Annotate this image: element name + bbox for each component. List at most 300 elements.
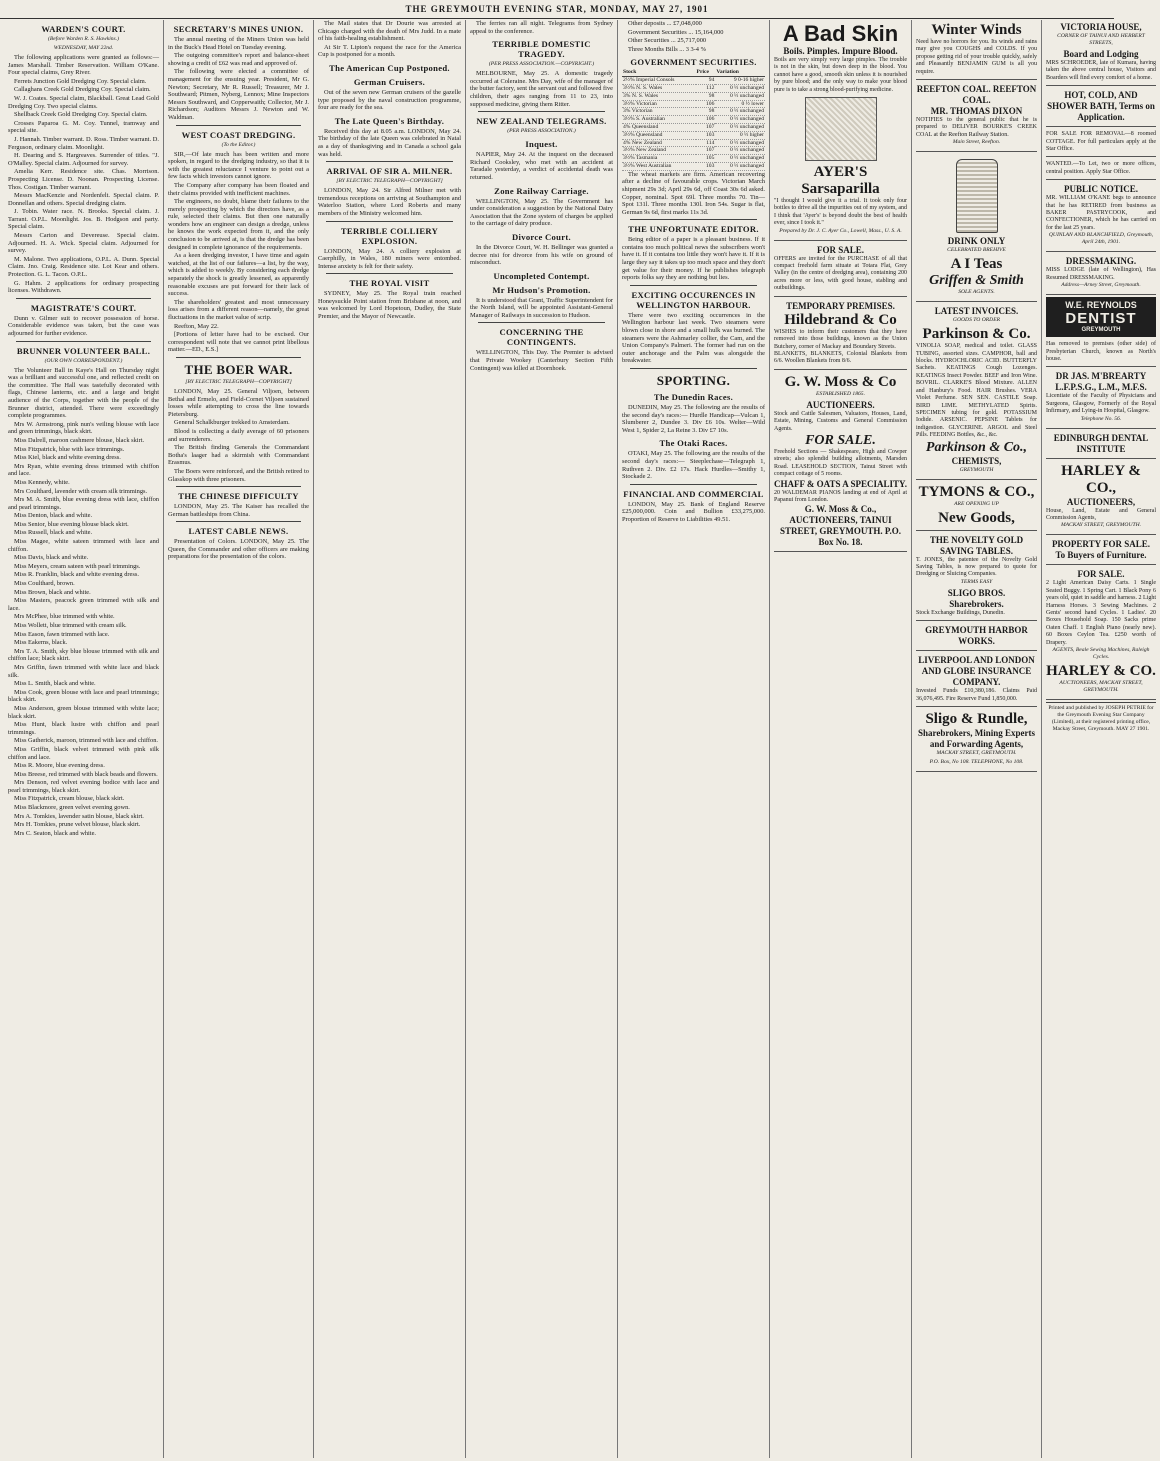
- table-cell: 3½% Tasmania: [622, 155, 696, 163]
- divorce-text: In the Divorce Court, W. H. Bellinger was granted a decree nisi for divorce from his wife on ground of misconduct.: [470, 243, 613, 267]
- table-cell: 0 ½ unchanged: [715, 139, 765, 147]
- cruisers-heading: German Cruisers.: [353, 76, 426, 87]
- opening-up: ARE OPENING UP: [954, 500, 999, 507]
- boer-war-sub: [BY ELECTRIC TELEGRAPH—COPYRIGHT]: [185, 378, 292, 385]
- harley-title-2: HARLEY & CO.: [1046, 663, 1156, 679]
- column-6: [770, 20, 912, 1458]
- paragraph: The shareholders' greatest and most unnecessary loss arises from a different reason—namely, the great fluctuations in the market value of scrip.: [168, 298, 309, 321]
- column-7: [912, 20, 1042, 1458]
- bad-skin-ad: [774, 20, 907, 241]
- miners-union-text: [168, 36, 309, 122]
- tragedy-sub: (PER PRESS ASSOCIATION.—COPYRIGHT.): [488, 61, 595, 68]
- dress-entry: Miss Coulthard, brown.: [14, 580, 75, 588]
- dentist-location: GREYMOUTH: [1081, 327, 1121, 334]
- divider: [176, 125, 301, 126]
- bad-skin-tagline: Boils. Pimples. Impure Blood.: [783, 46, 898, 56]
- public-notice-title: PUBLIC NOTICE.: [1063, 184, 1138, 195]
- ball-dresses-list: [8, 421, 159, 838]
- greymouth-label: GREYMOUTH: [959, 466, 994, 473]
- nz-telegrams-sub: (PER PRESS ASSOCIATION.): [507, 128, 576, 135]
- securities-heading: GOVERNMENT SECURITIES.: [630, 57, 757, 68]
- paragraph: SIR,—Of late much has been written and more spoken, in regard to the dredging industry, so that it is with the greatest reluctance I venture to point out a few facts which investors cannot ignore.: [168, 150, 309, 181]
- liverpool-title: LIVERPOOL AND LONDON AND GLOBE INSURANCE COMPANY.: [918, 655, 1035, 688]
- dressmaking-ad: [1046, 254, 1156, 295]
- divider: [176, 486, 301, 487]
- masthead: THE GREYMOUTH EVENING STAR, MONDAY, MAY 27, 1901: [0, 0, 1114, 19]
- tea-ad: [916, 154, 1037, 302]
- divorce-heading: Divorce Court.: [512, 231, 571, 242]
- harbour-text: There were two exciting occurrences in the Wellington harbour last week. Two steamers were blown close in shore and a small hulk was burned. The steamers were the Ashmarley collier, the Cam, and the Union Company's Palmeri. The former had run on the outer anchorage and the Palm was alongside the breakwater.: [622, 311, 765, 365]
- chemists: CHEMISTS,: [951, 455, 1002, 466]
- paragraph: The following were elected a committee of management for the ensuing year. President, Mr G. Newton; Secretary, Mr R. Russell; Treasurer, Mr J. Southward; Pitmen, Nyberg, Lennox; Mine Inspectors Messrs Southward, and Copperwaith; Collector, Mr J. Richardson; Auditors Messrs J. Newton and W. Waldman.: [168, 68, 309, 121]
- portrait-engraving-icon: [805, 97, 877, 161]
- contingents-heading: CONCERNING THE CONTINGENTS.: [499, 327, 584, 348]
- dress-entry: Mrs H. Tomkies, prune velvet blouse, black skirt.: [14, 821, 141, 829]
- dixon-ad: [916, 82, 1037, 152]
- table-row: [622, 139, 765, 147]
- dredging-sub: (To the Editor.): [221, 141, 256, 148]
- paragraph: The Boers were reinforced, and the British retired to Glasskop with three prisoners.: [168, 467, 309, 483]
- lodge-address: Address—Arney Street, Greymouth.: [1061, 282, 1141, 289]
- moss-auctioneers: AUCTIONEERS.: [806, 399, 875, 410]
- dress-entry: Mrs Ryan, white evening dress trimmed with chiffon and lace.: [8, 462, 159, 478]
- bank-line: Other deposits ... £7,048,000: [628, 20, 702, 27]
- divider: [478, 111, 605, 112]
- table-cell: 3½% West Australian: [622, 162, 696, 170]
- queen-text: Received this day at 8.05 a.m. LONDON, May 24. The birthday of the late Queen was celebrated in Natal as a day of thanksgiving and in Canada a school gala was held.: [318, 127, 461, 158]
- table-cell: 3½% S. Australian: [622, 116, 696, 124]
- mcbrearty-text: Licentiate of the Faculty of Physicians and Surgeons, Glasgow, Formerly of the Royal Infirmary, and Lying-in Hospital, Glasgow.: [1046, 393, 1156, 415]
- otaki-races-heading: The Otaki Races.: [659, 438, 728, 449]
- divider: [176, 521, 301, 522]
- tymons-title: TYMONS & CO.,: [918, 483, 1035, 500]
- dress-entry: Mrs Denson, red velvet evening bodice with lace and pearl trimmings, black skirt.: [8, 779, 159, 794]
- table-header-cell: Variation: [715, 69, 765, 76]
- paragraph: As a keen dredging investor, I have time and again watched, at the list of our failures—a list, by the way, which is added to weekly. By considering each dredge separately the shock is greatly lessened, as apparently reasonable excuses are put forward for their lack of success.: [168, 252, 309, 298]
- table-cell: 105: [696, 155, 716, 163]
- sligo-rundle-ad: [916, 709, 1037, 772]
- table-cell: 4% New Zealand: [622, 139, 696, 147]
- dunedin-races-heading: The Dunedin Races.: [653, 392, 734, 403]
- novelty-title: THE NOVELTY GOLD SAVING TABLES.: [929, 534, 1024, 556]
- removal-ad: [1046, 129, 1156, 157]
- dress-entry: Mrs Griffin, fawn trimmed with white lace and black silk.: [8, 663, 159, 679]
- zone-heading: Zone Railway Carriage.: [494, 185, 589, 196]
- column-1: [4, 20, 164, 1458]
- table-row: [622, 100, 765, 108]
- dress-entry: Miss Fitzpatrick, cream blouse, black skirt.: [14, 795, 125, 803]
- wardens-court-item: Crosses Paparoa G. M. Coy. Tunnel, tramway and special site.: [8, 119, 159, 135]
- col3-lead: [318, 20, 461, 59]
- agents-text: AGENTS, Beale Sewing Machines, Raleigh Cycles.: [1052, 647, 1150, 660]
- dress-entry: Miss Cook, green blouse with lace and pearl trimmings; black skirt.: [8, 688, 159, 704]
- markets-text: The wheat markets are firm. American recovering after a decline of favourable crops. Victorian March shipment 29s 3d; April 29s 6d, off Coast 30s 6d asked. Copper, nominal. Spot 69l. Three months 70. Tin—Spot 131l. Three months 130l. Iron 54s. Sugar is flat, German 9s 6d, first marks 11s 3d.: [622, 170, 765, 216]
- milner-text: LONDON, May 24. Sir Alfred Milner met with tremendous receptions on arriving at Southampton and Waterloo Station, where Lord Roberts and many members of the Ministry welcomed him.: [318, 187, 461, 217]
- bad-skin-title: A Bad Skin: [782, 21, 899, 46]
- dress-entry: Miss Magee, white sateen trimmed with lace and chiffon.: [8, 538, 159, 553]
- finance-text: LONDON, May 25. Bank of England Reserve £25,000,000. Coin and Bullion £33,275,000. Proportion of Reserve to Liabilities 49.51.: [622, 500, 765, 523]
- table-cell: 112: [696, 84, 716, 92]
- brunner-ball-heading: BRUNNER VOLUNTEER BALL.: [16, 345, 151, 356]
- victoria-sub: CORNER OF TAINUI AND HERBERT STREETS,: [1057, 33, 1145, 46]
- boer-war-heading: THE BOER WAR.: [184, 361, 293, 377]
- wardens-court-item: Amelia Kerr. Residence site. Chas. Morrison. Prospecting License. D. Noonan. Prospecting License. Thos. Costigan. Timber warrant.: [8, 168, 159, 191]
- new-goods: New Goods,: [938, 509, 1015, 526]
- dress-entry: Miss Russell, black and white.: [14, 529, 93, 537]
- moss-sale-title: FOR SALE.: [805, 432, 876, 448]
- dress-entry: Mrs T. A. Smith, sky blue blouse trimmed with silk and chiffon lace; black skirt.: [8, 647, 159, 663]
- table-cell: 9 0-16 higher: [715, 77, 765, 85]
- paragraph: [Portions of letter have had to be excised. Our correspondent will note that we cannot print libellous matter.—ED., E.S.]: [168, 331, 309, 354]
- drug-list: VINOLIA SOAP, medical and toilet. GLASS TUBING, assorted sizes. CAMPHOR, ball and blocks. HYDROCHLORIC ACID. BUTTERFLY Sachets. KEATINGS Cough Lozenges. KEATINGS Insect Powder. BEEF and Iron Wine. BOVRIL. CLARKE'S Blood Mixture. ALLEN and Hanbury's Food. HAIR Brushes. VERA Violet Perfume. SEN SEN. CASTILE Soap. BIRD LIME. METHYLATED Spirits. SPECIMEN tubing for gold. POTASSIUM Iodide. ARSENIC. PEPSINE Tablets for indigestion. GLYCERINE. ARGOL and Steel Pills. FEEDING Bottles, &c., &c.: [916, 343, 1037, 439]
- bank-lines: [622, 20, 765, 53]
- table-cell: 0 ½ higher: [715, 131, 765, 139]
- divider: [630, 285, 757, 286]
- dress-entry: Mrs A. Tomkies, lavender satin blouse, black skirt.: [14, 812, 144, 820]
- novelty-ad: [916, 533, 1037, 622]
- wardens-court-item: Ferrets Junction Gold Dredging Coy. Special claim.: [14, 77, 147, 85]
- removal-text: FOR SALE FOR REMOVAL—8 roomed COTTAGE. For full particulars apply at the Star Office.: [1046, 131, 1156, 153]
- bank-line: Three Months Bills ... 3 3-4 %: [628, 45, 706, 53]
- quinlan-text: QUINLAN AND BLANCHFIELD, Greymouth, April 24th, 1901.: [1048, 232, 1154, 246]
- editor-heading: THE UNFORTUNATE EDITOR.: [628, 224, 759, 235]
- harbor-works-ad: [916, 623, 1037, 651]
- table-cell: 98: [696, 92, 716, 100]
- dress-entry: Miss L. Smith, black and white.: [14, 680, 96, 688]
- winter-winds-title: Winter Winds: [931, 22, 1022, 38]
- milner-sub: [BY ELECTRIC TELEGRAPH—COPYRIGHT]: [336, 178, 443, 185]
- dress-entry: Miss Brown, black and white.: [14, 588, 91, 596]
- mcbrearty-telephone: Telephone No. 56.: [1080, 415, 1122, 422]
- chaff-title: CHAFF & OATS A SPECIALITY.: [774, 478, 907, 489]
- imprint: Printed and published by JOSEPH PETRIE for the Greymouth Evening Star Company (Limited), at their registered printing office, Mackay Street, Greymouth. MAY 27 1901.: [1046, 702, 1156, 733]
- paragraph: The annual meeting of the Miners Union was held in the Buck's Head Hotel on Tuesday evening.: [168, 36, 309, 51]
- farm-sale-text: OFFERS are invited for the PURCHASE of all that compact freehold farm situate at Totara Flat, Grey Valley (in the centre of dredging area), containing 200 acres more or less, with good house, stabling and outbuildings.: [774, 255, 907, 292]
- table-cell: 0 ½ unchanged: [715, 108, 765, 116]
- colliery-text: LONDON, May 24. A colliery explosion at Caerphilly, in Wales, 180 miners were entombed. Intense anxiety is felt for their safety.: [318, 247, 461, 270]
- sligo-bros: SLIGO BROS.: [947, 587, 1006, 598]
- novelty-text: T. JONES, the patentee of the Novelty Gold Saving Tables, is now prepared to quote for Dredging or Sluicing Companies.: [916, 556, 1037, 578]
- table-row: [622, 77, 765, 85]
- table-cell: 98: [696, 108, 716, 116]
- table-row: [622, 108, 765, 116]
- dressmaking-title: DRESSMAKING.: [1065, 256, 1137, 267]
- col4-lead: [470, 20, 613, 35]
- hildebrand-text: WISHES to inform their customers that they have removed into those buildings, known as the Union Butchery, corner of Mackay and Boundary Streets.: [774, 328, 907, 350]
- brunner-ball-text: The Volunteer Ball in Kaye's Hall on Thursday night was a brilliant and successful one, and reflected credit on the committee. The Hall was tastefully decorated with flags, Chinese lanterns, etc. and a large and bright audience of the Corps, together with the people of the Brunner district, attended. There were exceedingly complete programmes.: [8, 366, 159, 420]
- wanted-text: WANTED.—To Let, two or more offices, central position. Apply Star Office.: [1046, 161, 1156, 175]
- for-sale-list: 2 Light American Daisy Carts. 1 Single Seated Buggy. 1 Spring Cart. 1 Black Pony 6 years old, quiet in saddle and harness. 2 Light Harness Horses. 3 Sewing Machines. 2 Gents' second hand Cycles. 1 Ladies'. 20 Boxes Household Soap. 150 Sacks prime Oaten Chaff. 1 English Piano (nearly new). 60 Boxes Ceylon Tea. £250 worth of Drapery.: [1046, 580, 1156, 646]
- dress-entry: Miss Breese, red trimmed with black beads and flowers.: [14, 770, 158, 778]
- table-cell: 0 ½ unchanged: [715, 147, 765, 155]
- contingents-text: WELLINGTON, This Day. The Premier is advised that Private Wookey (Canterbury Section Fifth Contingent) was killed at Doornhoek.: [470, 349, 613, 372]
- wardens-court-items: [8, 54, 159, 295]
- moss-sale-text: Freehold Sections — Shakespeare, High and Cowper streets; also splendid building allotments, Marsden Road. LEASEHOLD SECTION, Tainui Street with compact cottage of 5 rooms.: [774, 448, 907, 478]
- cable-text: Presentation of Colors. LONDON, May 25. The Queen, the Commander and other officers are making preparations for the presentation of the colors.: [168, 538, 309, 561]
- parkinson-title: Parkinson & Co.: [922, 326, 1031, 343]
- victoria-title: VICTORIA HOUSE,: [1060, 22, 1142, 32]
- table-cell: 4% Queensland: [622, 123, 696, 131]
- queen-heading: The Late Queen's Birthday.: [334, 115, 445, 126]
- table-cell: 106: [696, 100, 716, 108]
- dress-entry: Miss Davis, black and white.: [14, 554, 89, 562]
- sligo-rundle-title: Sligo & Rundle,: [925, 710, 1028, 727]
- otaki-races-text: OTAKI, May 25. The following are the results of the second day's races:— Steeplechase—Telegraph 1, Ruthven 2. Div. £2 17s. Hack Hurdles—Smithy 1, Stockade 2.: [622, 450, 765, 481]
- finance-heading: FINANCIAL AND COMMERCIAL: [623, 488, 764, 499]
- harley-address: MACKAY STREET, GREYMOUTH.: [1060, 522, 1142, 529]
- drink-only: DRINK ONLY: [947, 236, 1006, 247]
- dress-entry: Miss Masters, peacock green trimmed with silk and lace.: [8, 597, 159, 612]
- divider: [630, 219, 757, 220]
- wardens-court-date: WEDNESDAY, MAY 22nd.: [53, 45, 114, 51]
- table-row: [622, 162, 765, 170]
- wardens-court-item: J. Hannah. Timber warrant. D. Ross. Timber warrant. D. Ferguson, ordinary claim. Moonlight.: [8, 135, 159, 151]
- paragraph: General Schalkburger trekked to Amsterdam.: [174, 419, 290, 427]
- ayers-prep: Prepared by Dr. J. C. Ayer Co., Lowell, Mass., U. S. A.: [779, 227, 902, 234]
- brehive: CELEBRATED BREHIVE: [947, 247, 1006, 254]
- bad-skin-text: Boils are very simply very large pimples. The trouble is not in the skin, but down deep in the blood. You cannot have a good, smooth skin unless it is nourished by pure blood; and the only way to make your blood pure is to take a strong blood-purifying medicine.: [774, 57, 907, 93]
- dress-entry: Miss Blackmore, green velvet evening gown.: [14, 804, 130, 812]
- divider: [478, 322, 605, 323]
- divider: [16, 298, 151, 299]
- dentist-banner: [1046, 297, 1156, 337]
- parkinson-ad: [916, 304, 1037, 479]
- board-lodging: Board and Lodging: [1063, 49, 1139, 59]
- dress-entry: Miss Denton, black and white.: [14, 512, 93, 520]
- table-cell: 3% N. S. Wales: [622, 92, 696, 100]
- royal-visit-text: SYDNEY, May 25. The Royal train reached Honeysuckle Point station from Brisbane at noon, and was welcomed by Lord Hopetoun, Dudley, the State Premier, and the Mayor of Newcastle.: [318, 290, 461, 321]
- hudson-text: It is understood that Grant, Traffic Superintendent for the North Island, will be appointed Assistant-General Manager of Railways in succession to Hudson.: [470, 296, 613, 319]
- dress-entry: Miss Gatherick, maroon, trimmed with lace and chiffon.: [14, 737, 158, 745]
- wardens-court-item: Shellback Creek Gold Dredging Coy. Special claim.: [14, 111, 148, 119]
- table-header-cell: Price: [696, 69, 716, 76]
- reefton-coal: REEFTON COAL. REEFTON COAL.: [916, 84, 1037, 106]
- dress-entry: Miss Eason, fawn trimmed with lace.: [14, 630, 110, 638]
- mcbrearty-ad: [1046, 369, 1156, 428]
- table-row: [622, 131, 765, 139]
- dress-entry: Mrs Coulthard, lavender with cream silk trimmings.: [14, 487, 148, 495]
- column-8: [1042, 20, 1160, 1458]
- royal-visit-heading: THE ROYAL VISIT: [349, 278, 430, 289]
- sligo-rundle-box: P.O. Box, No 108. TELEPHONE, No 108.: [929, 758, 1024, 765]
- column-4: [466, 20, 618, 1458]
- inquest-text: NAPIER, May 24. At the inquest on the deceased Richard Cooksley, who met with an accident at Taradale yesterday, a verdict of accidental death was returned.: [470, 151, 613, 181]
- newspaper-columns: [4, 20, 1156, 1458]
- hildebrand-ad: [774, 299, 907, 370]
- table-cell: 107: [696, 147, 716, 155]
- paragraph: The engineers, no doubt, blame their failures to the merely prospecting by which the directors have, as a rule, selected their claims. But then one naturally wonders how an engineer can design a dredge, unless he knows the work expected from it, and the only conclusion to be arrived at, is that the dredge has been designed in complete ignorance of the requirements.: [168, 198, 309, 251]
- table-cell: 0 ½ unchanged: [715, 155, 765, 163]
- sligo-rundle-sub: Sharebrokers, Mining Experts and Forwarding Agents,: [918, 727, 1035, 749]
- dress-entry: Miss Griffin, black velvet trimmed with pink silk chiffon and lace.: [8, 745, 159, 761]
- contempt-heading: Uncompleted Contempt.: [493, 270, 590, 281]
- harley-sub-2: AUCTIONEERS, MACKAY STREET, GREYMOUTH.: [1059, 680, 1143, 693]
- table-cell: 0 ½ unchanged: [715, 116, 765, 124]
- magistrates-court-heading: MAGISTRATE'S COURT.: [30, 302, 137, 313]
- table-cell: 94: [696, 77, 716, 85]
- dress-entry: Miss Hunt, black lustre with chiffon and pearl trimmings.: [8, 721, 159, 736]
- bank-line: Other Securities ... 25,717,000: [628, 37, 707, 45]
- dredging-text: [168, 151, 309, 354]
- dredging-heading: WEST COAST DREDGING.: [181, 129, 296, 140]
- table-cell: 0 ½ lower: [715, 100, 765, 108]
- terms-easy: TERMS EASY: [960, 578, 993, 585]
- edinburgh-title: EDINBURGH DENTAL INSTITUTE: [1053, 432, 1149, 454]
- magistrates-court-text: Dunn v. Gilmer suit to recover possession of horse. Considerable evidence was taken, but the case was adjourned for further evidence.: [8, 314, 159, 337]
- furniture-title: To Buyers of Furniture.: [1055, 550, 1147, 561]
- dress-entry: Miss Dalrell, maroon cashmere blouse, black skirt.: [14, 436, 145, 444]
- table-row: [622, 147, 765, 155]
- column-5: [618, 20, 770, 1458]
- dress-entry: Miss Meyers, cream sateen with pearl trimmings.: [14, 562, 141, 570]
- paragraph: The ferries ran all night. Telegrams from Sydney appeal to the conference.: [470, 20, 613, 35]
- brunner-ball-sub: (OUR OWN CORRESPONDENT.): [44, 357, 123, 364]
- farm-sale-ad: [774, 243, 907, 297]
- cable-heading: LATEST CABLE NEWS.: [188, 526, 289, 537]
- tea-emblem-icon: [956, 159, 998, 233]
- table-cell: 114: [696, 139, 716, 147]
- hildebrand-title: Hildebrand & Co: [784, 311, 897, 328]
- table-row: [622, 92, 765, 100]
- winter-winds-text: Need have no horrors for you. Its winds and rains may give you COUGHS and COLDS. If you propose getting rid of your trouble quickly, safely and Pleasantly BENJAMIN GUM is all you require.: [916, 39, 1037, 75]
- dress-entry: Miss Kiel, black and white evening dress.: [14, 454, 121, 462]
- harbor-works-title: GREYMOUTH HARBOR WORKS.: [925, 625, 1028, 647]
- dress-entry: Miss Wollett, blue trimmed with cream silk.: [14, 622, 127, 629]
- wardens-court-item: M. Malone. Two applications, O.P.L. A. Dunn. Special Claim. Jno. Craig. Residence site. Lot Kear and others. Protection. G. L. Tacon. O.P.L.: [8, 255, 159, 279]
- boer-war-text: [168, 388, 309, 483]
- table-cell: 3½% Victorian: [622, 100, 696, 108]
- latest-invoices: LATEST INVOICES.: [934, 306, 1019, 317]
- cup-heading: The American Cup Postponed.: [329, 62, 450, 73]
- table-cell: 0 ½ unchanged: [715, 92, 765, 100]
- moss-text: Stock and Cattle Salesmen, Valuators, Houses, Land, Estate, Mining, Customs and General Commission Agents.: [774, 410, 907, 432]
- divider: [16, 341, 151, 342]
- table-cell: 2½% Imperial Consols: [622, 77, 696, 85]
- for-sale-list-ad: [1046, 567, 1156, 700]
- wardens-court-sub: (Before Warden R. S. Hawkins.): [48, 36, 119, 42]
- property-ad: [1046, 537, 1156, 565]
- moss-bottom: G. W. Moss & Co., AUCTIONEERS, TAINUI STREET, GREYMOUTH. P.O. Box No. 18.: [779, 504, 902, 548]
- bank-line: Government Securities ... 15,164,000: [628, 28, 724, 36]
- ayers-text: "I thought I would give it a trial. It took only four bottles to drive all the impurities out of my system, and I think that 'Ayer's' is beyond doubt the best of health ever, since I took it.": [774, 198, 907, 227]
- sole-agents: SOLE AGENTS.: [958, 289, 995, 296]
- dentist-name: W.E. REYNOLDS: [1065, 300, 1137, 311]
- miners-union-heading: SECRETARY'S MINES UNION.: [173, 24, 304, 34]
- divider: [326, 161, 453, 162]
- dixon-title: MR. THOMAS DIXON: [930, 106, 1023, 117]
- table-cell: 103: [696, 131, 716, 139]
- divider: [326, 221, 453, 222]
- wardens-court-item: G. Hahm. 2 applications for ordinary prospecting licenses. Withdrawn.: [8, 279, 159, 295]
- dress-entry: Mrs C. Seaton, black and white.: [14, 829, 96, 837]
- divider: [176, 357, 301, 358]
- inquest-heading: Inquest.: [525, 139, 558, 150]
- wardens-court-item: Messrs MacKenzie and Nordenfelt. Special claim. P. Donnellan and others. Special dredging claim.: [8, 192, 159, 207]
- tragedy-heading: TERRIBLE DOMESTIC TRAGEDY.: [492, 39, 591, 60]
- wardens-court-item: J. Tobin. Water race. N. Brooks. Special claim. J. Tarrant. O.P.L. Moonlight. Jos. B. Hodgson and party. Special claim.: [8, 208, 159, 231]
- table-row: [622, 123, 765, 131]
- table-cell: 106: [696, 116, 716, 124]
- victoria-house-ad: [1046, 20, 1156, 86]
- dress-entry: Miss R. Franklin, black and white evening dress.: [14, 571, 139, 579]
- table-cell: 0 ½ unchanged: [715, 84, 765, 92]
- parkinson-title-2: Parkinson & Co.,: [925, 439, 1028, 455]
- ayers-title: AYER'S Sarsaparilla: [801, 164, 880, 198]
- divider: [630, 368, 757, 369]
- milner-heading: ARRIVAL OF SIR A. MILNER.: [326, 166, 453, 177]
- dixon-text: NOTIFIES to the general public that he is prepared to DELIVER BOURKE'S CREEK COAL at the Reefton Railway Station.: [916, 117, 1037, 138]
- divider: [326, 273, 453, 274]
- harley-auctioneers: AUCTIONEERS,: [1066, 496, 1136, 507]
- cruisers-text: Out of the seven new German cruisers of the gazelle type proposed by the naval construction programme, four are ready for the sea.: [318, 88, 461, 112]
- table-row: [622, 84, 765, 92]
- for-sale-title: FOR SALE.: [1077, 569, 1125, 580]
- table-cell: 103: [696, 162, 716, 170]
- paragraph: Blood is collecting a daily average of 60 prisoners and surrenderers.: [168, 427, 309, 443]
- wardens-court-item: H. Dearing and S. Hargreaves. Surrender of titles. "J. O'Malley. Special claim. Adjourned for survey.: [8, 152, 159, 167]
- moss-title: G. W. Moss & Co: [784, 373, 897, 390]
- dress-entry: Miss Eakerns, black.: [14, 639, 68, 647]
- pianos-text: 20 WALDEMAR PIANOS landing at end of April at Papanui from London.: [774, 489, 907, 503]
- dixon-address: Main Street, Reefton.: [952, 139, 1001, 146]
- edinburgh-ad: [1046, 431, 1156, 459]
- dress-entry: Mrs M. A. Smith, blue evening dress with lace, chiffon and pearl trimmings.: [8, 496, 159, 511]
- securities-table: [622, 69, 765, 170]
- table-cell: 0 ½ unchanged: [715, 123, 765, 131]
- winter-winds-ad: [916, 20, 1037, 80]
- paragraph: The Mail states that Dr Dourie was arrested at Chicago charged with the death of Mrs Judd. In a mate of his faith-healing establishment.: [318, 20, 461, 43]
- harley-ad: [1046, 461, 1156, 536]
- column-2: [164, 20, 314, 1458]
- paragraph: The outgoing committee's report and balance-sheet showing a credit of £62 was read and approved of.: [168, 52, 309, 67]
- goods-to-order: GOODS TO ORDER: [952, 317, 1001, 324]
- nz-telegrams-heading: NEW ZEALAND TELEGRAMS.: [476, 116, 607, 127]
- moss-est: ESTABLISHED 1865.: [816, 390, 865, 397]
- dentist-word: DENTIST: [1065, 310, 1137, 328]
- table-cell: 3½% Queensland: [622, 131, 696, 139]
- paragraph: At Sir T. Lipton's request the race for the America Cup is postponed for a month.: [318, 43, 461, 59]
- divider: [630, 484, 757, 485]
- table-header-cell: Stock: [622, 69, 696, 76]
- teas-title: A I Teas: [950, 256, 1003, 273]
- insurance-lines: Invested Funds £10,380,186. Claims Paid 36,076,495. Fire Reserve Fund 1,850,000.: [916, 688, 1037, 702]
- wardens-court-heading: WARDEN'S COURT.: [41, 24, 126, 34]
- sligo-rundle-address: MACKAY STREET, GREYMOUTH.: [936, 749, 1017, 756]
- victoria-text: MRS SCHROEDER, late of Kumara, having taken the above central house, Visitors and Boarders will find every comfort of a home.: [1046, 60, 1156, 81]
- dress-entry: Miss Kennedy, white.: [14, 478, 70, 486]
- paragraph: Reefton, May 22.: [174, 322, 219, 330]
- paragraph: The British finding Generals the Commandant Botha's laager had a skirmish with Commandant Erasmus.: [168, 444, 309, 467]
- wardens-court-item: Callaghans Creek Gold Dredging Coy. Special claim.: [14, 86, 151, 94]
- harley-sub: House, Land, Estate and General Commission Agents,: [1046, 507, 1156, 521]
- baths-ad: [1046, 88, 1156, 127]
- harbour-heading: EXCITING OCCURENCES IN WELLINGTON HARBOUR.: [631, 289, 756, 310]
- dress-entry: Mrs McPhee, blue trimmed with white.: [14, 613, 115, 621]
- temporary-premises: TEMPORARY PREMISES.: [786, 300, 895, 311]
- paragraph: LONDON, May 25. General Viljoen, between Bethal and Ermelo, and Field-Cornet Viljoen sustained losses while attempting to cross the line towards Pietersburg.: [168, 387, 309, 418]
- baths-text: HOT, COLD, AND SHOWER BATH, Terms on Application.: [1047, 90, 1155, 123]
- mcbrearty-title: DR JAS. M'BREARTY L.F.P.S.G., L.M., M.F.S.: [1055, 371, 1147, 393]
- dress-entry: Mrs W. Armstrong, pink nun's veiling blouse with lace and green trimmings, black skirt.: [8, 420, 159, 436]
- stock-exchange: Stock Exchange Buildings, Dunedin.: [916, 609, 1005, 616]
- wardens-court-item: W. J. Coates. Special claim, Blackball. Great Lead Gold Dredging Coy. Two special claims.: [8, 94, 159, 110]
- sporting-heading: SPORTING.: [656, 373, 731, 389]
- securities-header-row: [622, 69, 765, 76]
- dress-entry: Miss Fitzpatrick, blue with lace trimmings.: [14, 445, 125, 453]
- table-cell: 3½% N. S. Wales: [622, 84, 696, 92]
- tymons-ad: [916, 482, 1037, 531]
- dress-entry: Miss R. Moore, blue evening dress.: [14, 762, 105, 770]
